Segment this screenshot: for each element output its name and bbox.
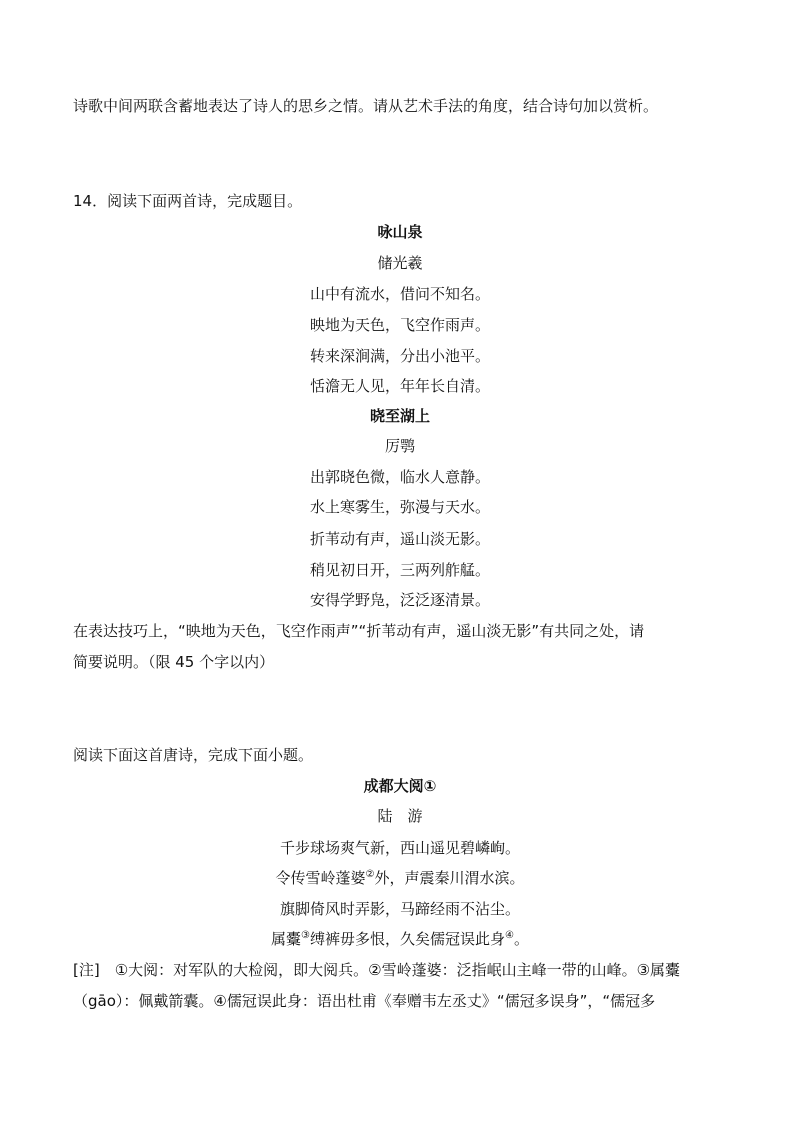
poem1-line-4: 恬澹无人见，年年长自清。 <box>309 377 490 395</box>
poem3-line-2-part-a: 令传雪岭蓬婆 <box>275 869 366 887</box>
footnote-marker-2: ② <box>365 869 375 880</box>
poem1-title: 咏山泉 <box>377 223 423 241</box>
poem3-line-4-part-c: 。 <box>513 930 529 948</box>
notes-line-1: [注] ①大阅：对军队的大检阅，即大阅兵。②雪岭蓬婆：泛指岷山主峰一带的山峰。③属櫜 <box>73 961 681 979</box>
q15-heading: 阅读下面这首唐诗，完成下面小题。 <box>73 746 314 764</box>
poem1-line-2: 映地为天色，飞空作雨声。 <box>309 316 490 334</box>
poem1-line-1: 山中有流水，借问不知名。 <box>309 285 490 303</box>
q14-question-line-2: 简要说明。（限 45 个字以内） <box>73 653 275 671</box>
poem3-line-2 <box>0 868 800 888</box>
poem3-line-3: 旗脚倚风时弄影，马蹄经雨不沾尘。 <box>279 900 520 918</box>
q14-question-line-1: 在表达技巧上，“映地为天色，飞空作雨声”“折苇动有声，遥山淡无影”有共同之处，请 <box>73 622 645 640</box>
poem3-line-1: 千步球场爽气新，西山遥见碧嶙峋。 <box>279 839 520 857</box>
poem3-line-4-part-a: 属櫜 <box>271 930 302 948</box>
notes-line-2: （gāo）：佩戴箭囊。④儒冠误此身：语出杜甫《奉赠韦左丞丈》“儒冠多误身”，“儒冠多 <box>73 992 656 1010</box>
poem2-author: 厉鹗 <box>384 437 415 455</box>
poem1-line-3: 转来深涧满，分出小池平。 <box>309 347 490 365</box>
footnote-marker-3: ③ <box>301 930 310 941</box>
poem3-line-4-part-b: 缚裤毋多恨，久矣儒冠误此身 <box>309 930 505 948</box>
poem3-author: 陆 游 <box>377 807 423 825</box>
poem2-title: 晓至湖上 <box>369 407 430 425</box>
footnote-marker-4: ④ <box>505 930 514 941</box>
poem2-line-3: 折苇动有声，遥山淡无影。 <box>309 530 490 548</box>
q14-heading: 14．阅读下面两首诗，完成题目。 <box>73 192 303 210</box>
q13-prompt: 诗歌中间两联含蓄地表达了诗人的思乡之情。请从艺术手法的角度，结合诗句加以赏析。 <box>73 97 659 115</box>
poem3-title: 成都大阅① <box>363 777 437 795</box>
poem2-line-5: 安得学野凫，泛泛逐清景。 <box>309 591 490 609</box>
poem3-line-2-part-b: 外，声震秦川渭水滨。 <box>374 869 525 887</box>
poem2-line-1: 出郭晓色微，临水人意静。 <box>309 468 490 486</box>
poem2-line-2: 水上寒雾生，弥漫与天水。 <box>309 498 490 516</box>
poem2-line-4: 稍见初日开，三两列舴艋。 <box>309 561 490 579</box>
poem1-author: 储光羲 <box>377 254 423 272</box>
poem3-line-4 <box>0 929 800 949</box>
